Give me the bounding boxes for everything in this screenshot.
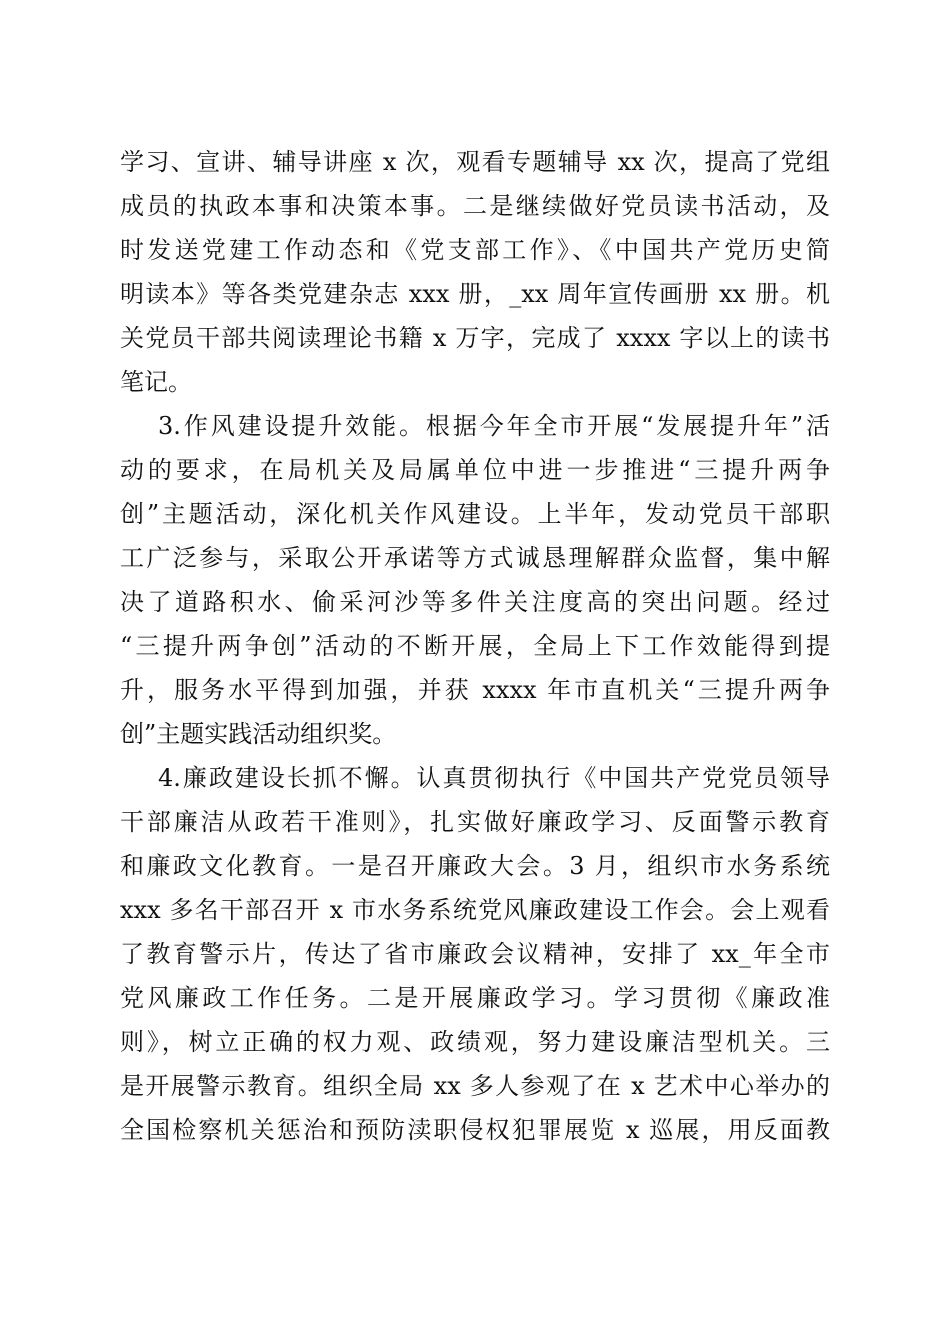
text-line: 决了道路积水、偷采河沙等多件关注度高的突出问题。经过: [120, 588, 830, 616]
text-line: 是开展警示教育。组织全局 xx 多人参观了在 x 艺术中心举办的: [120, 1072, 830, 1100]
text-line: 则》，树立正确的权力观、政绩观，努力建设廉洁型机关。三: [120, 1028, 830, 1056]
text-line: 笔记。: [120, 368, 192, 396]
text-line: 了教育警示片，传达了省市廉政会议精神，安排了 xx_年全市: [120, 940, 830, 968]
text-line: 干部廉洁从政若干准则》，扎实做好廉政学习、反面警示教育: [120, 808, 830, 836]
text-line: 和廉政文化教育。一是召开廉政大会。3 月，组织市水务系统: [120, 852, 830, 880]
text-line: 成员的执政本事和决策本事。二是继续做好党员读书活动，及: [120, 192, 830, 220]
text-line: 党风廉政工作任务。二是开展廉政学习。学习贯彻《廉政准: [120, 984, 830, 1012]
document-body: [120, 140, 830, 1152]
text-line: 明读本》等各类党建杂志 xxx 册，_xx 周年宣传画册 xx 册。机: [120, 280, 830, 308]
text-line: 全国检察机关惩治和预防渎职侵权犯罪展览 x 巡展，用反面教: [120, 1116, 830, 1144]
text-line: 关党员干部共阅读理论书籍 x 万字，完成了 xxxx 字以上的读书: [120, 324, 830, 352]
text-line: 时发送党建工作动态和《党支部工作》、《中国共产党历史简: [120, 236, 830, 264]
text-line: 学习、宣讲、辅导讲座 x 次，观看专题辅导 xx 次，提高了党组: [120, 148, 830, 176]
text-line: “三提升两争创”活动的不断开展，全局上下工作效能得到提: [120, 632, 830, 660]
text-line: xxx 多名干部召开 x 市水务系统党风廉政建设工作会。会上观看: [120, 896, 830, 924]
text-line: 创”主题活动，深化机关作风建设。上半年，发动党员干部职: [120, 500, 830, 528]
text-line: 4.廉政建设长抓不懈。认真贯彻执行《中国共产党党员领导: [158, 764, 830, 792]
text-line: 升，服务水平得到加强，并获 xxxx 年市直机关“三提升两争: [120, 676, 830, 704]
text-line: 动的要求，在局机关及局属单位中进一步推进“三提升两争: [120, 456, 830, 484]
text-line: 创”主题实践活动组织奖。: [120, 720, 397, 748]
document-page: [120, 140, 830, 1152]
text-line: 工广泛参与，采取公开承诺等方式诚恳理解群众监督，集中解: [120, 544, 830, 572]
text-line: 3.作风建设提升效能。根据今年全市开展“发展提升年”活: [158, 412, 830, 440]
